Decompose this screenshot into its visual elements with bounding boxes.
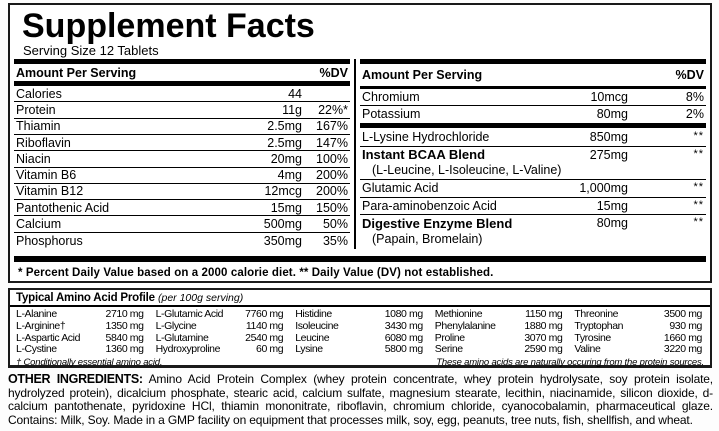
nutrient-amount: 275mg: [589, 147, 628, 162]
nutrient-group: [360, 198, 706, 216]
nutrient-name: Riboflavin: [16, 135, 71, 150]
nutrient-group: [360, 180, 706, 198]
nutrient-name: Pantothenic Acid: [16, 200, 110, 215]
amino-acid-grid: [10, 307, 710, 356]
nutrient-row: [14, 102, 350, 118]
nutrient-row: [14, 200, 350, 216]
amino-name: L-Glycine: [155, 319, 197, 332]
nutrient-amount: 11g: [282, 102, 302, 117]
right-blend-rows: [360, 129, 706, 248]
amino-item: [156, 321, 284, 333]
header-dv-label: %DV: [319, 65, 348, 80]
amino-name: L-Aspartic Acid: [16, 331, 81, 344]
nutrient-amount: 1,000mg: [579, 181, 628, 196]
nutrient-name: Vitamin B12: [16, 184, 84, 199]
nutrient-columns: [14, 59, 706, 249]
nutrient-dv: 8%: [685, 89, 704, 104]
right-mineral-rows: [360, 89, 706, 122]
nutrient-amount: 2.5mg: [267, 119, 302, 134]
amino-name: L-Glutamic Acid: [155, 308, 224, 320]
daily-value-footnote: * Percent Daily Value based on a 2000 calorie diet. ** Daily Value (DV) not established.: [18, 267, 494, 279]
nutrient-sub-ingredients: (Papain, Bromelain): [372, 231, 483, 246]
amino-value: 1350 mg: [105, 319, 144, 332]
amino-value: 1880 mg: [524, 319, 563, 332]
nutrient-row: [14, 135, 350, 151]
nutrient-name: Chromium: [362, 89, 420, 104]
amino-name: Methionine: [434, 308, 483, 320]
amino-value: 1150 mg: [525, 308, 563, 320]
nutrient-sub-ingredients: (L-Leucine, L-Isoleucine, L-Valine): [372, 163, 562, 177]
amino-name: L-Cystine: [16, 343, 57, 356]
amino-value: 930 mg: [669, 319, 702, 332]
amino-value: 1660 mg: [663, 331, 702, 344]
nutrient-dv: 167%: [316, 119, 348, 134]
nutrient-amount: 10mcg: [590, 89, 628, 104]
nutrient-name: Digestive Enzyme Blend: [362, 215, 513, 231]
amino-value: 5800 mg: [384, 343, 423, 356]
other-ingredients: [8, 373, 713, 427]
nutrient-name: Calcium: [16, 217, 62, 232]
nutrient-amount: 15mg: [596, 198, 628, 213]
amino-item: [435, 344, 563, 356]
amino-name: Tyrosine: [574, 331, 611, 344]
nutrient-dv: 100%: [316, 151, 348, 166]
nutrient-name: Glutamic Acid: [362, 181, 439, 196]
panel-title: Supplement Facts: [22, 7, 315, 45]
nutrient-row: [360, 89, 706, 106]
nutrient-amount: 2.5mg: [267, 135, 302, 150]
amino-value: 60 mg: [256, 343, 284, 356]
amino-value: 2590 mg: [524, 343, 563, 356]
amino-name: Leucine: [295, 331, 330, 344]
nutrient-row: [14, 86, 350, 102]
nutrient-amount: 4mg: [277, 168, 302, 183]
amino-value: 7760 mg: [245, 308, 284, 320]
nutrient-column-right: [360, 59, 706, 249]
amino-name: Phenylalanine: [434, 319, 496, 332]
amino-value: 2710 mg: [105, 308, 144, 320]
nutrient-dv: **: [693, 147, 704, 160]
nutrient-dv: 22%*: [318, 102, 348, 117]
nutrient-row: [14, 119, 350, 135]
nutrient-row: [360, 129, 706, 146]
amino-name: L-Alanine: [16, 308, 57, 320]
amino-acid-profile-box: [8, 288, 712, 368]
nutrient-row: [14, 233, 350, 249]
supplement-facts-panel: [8, 3, 712, 283]
amino-value: 3500 mg: [663, 308, 702, 320]
amino-value: 3220 mg: [663, 343, 702, 356]
nutrient-dv: 147%: [316, 135, 348, 150]
amino-name: Lysine: [295, 343, 323, 356]
nutrient-name: L-Lysine Hydrochloride: [362, 130, 490, 145]
nutrient-name: Para-aminobenzoic Acid: [362, 198, 497, 213]
panel-footnote-area: [14, 256, 706, 279]
nutrient-dv: 200%: [316, 168, 348, 183]
amino-value: 2540 mg: [245, 331, 284, 344]
nutrient-name: Protein: [16, 102, 56, 117]
nutrient-name: Potassium: [362, 106, 421, 121]
nutrient-name: Instant BCAA Blend: [362, 147, 486, 163]
nutrient-amount: 850mg: [589, 130, 628, 145]
amino-footnote-essential: † Conditionally essential amino acid.: [16, 357, 163, 369]
amino-name: Histidine: [295, 308, 332, 320]
amino-footnotes: [10, 356, 710, 368]
nutrient-amount: 80mg: [596, 106, 628, 121]
header-amount-label: Amount Per Serving: [16, 65, 137, 80]
amino-name: Threonine: [574, 308, 619, 320]
nutrient-group: [360, 215, 706, 248]
column-header: [14, 64, 350, 81]
amino-footnote-sources: These amino acids are naturally occuring from the protein sources.: [436, 357, 704, 369]
nutrient-amount: 80mg: [596, 216, 628, 231]
amino-item: [16, 321, 144, 333]
nutrient-amount: 350mg: [263, 233, 302, 248]
amino-value: 1140 mg: [245, 319, 284, 332]
nutrient-group: [360, 129, 706, 147]
nutrient-name: Thiamin: [16, 119, 61, 134]
nutrient-row: [360, 215, 706, 232]
amino-name: Proline: [434, 331, 465, 344]
nutrient-dv: 200%: [316, 184, 348, 199]
nutrient-dv: 35%: [322, 233, 348, 248]
nutrient-amount: 12mcg: [264, 184, 302, 199]
nutrient-row: [14, 216, 350, 232]
column-header: [360, 64, 706, 86]
nutrient-name: Niacin: [16, 151, 51, 166]
amino-item: [574, 344, 702, 356]
serving-size: Serving Size 12 Tablets: [23, 43, 159, 58]
nutrient-row: [14, 168, 350, 184]
amino-name: Valine: [574, 343, 601, 356]
amino-value: 3070 mg: [524, 331, 563, 344]
nutrient-dv: **: [693, 181, 704, 193]
nutrient-row: [14, 184, 350, 200]
divider-bar: [360, 123, 706, 128]
nutrient-amount: 15mg: [270, 200, 302, 215]
nutrient-row: [360, 106, 706, 123]
nutrient-name: Vitamin B6: [16, 168, 77, 183]
nutrient-row: [14, 151, 350, 167]
amino-name: Hydroxyproline: [155, 343, 221, 356]
nutrient-dv: **: [693, 216, 704, 228]
amino-item: [295, 344, 423, 356]
amino-value: 3430 mg: [384, 319, 423, 332]
nutrient-row: [360, 180, 706, 197]
nutrient-dv: 150%: [316, 200, 348, 215]
nutrient-row: [360, 147, 706, 164]
nutrient-amount: 20mg: [270, 151, 302, 166]
amino-item: [16, 344, 144, 356]
amino-profile-serving-note: (per 100g serving): [158, 292, 244, 304]
amino-value: 1080 mg: [384, 308, 423, 320]
amino-item: [574, 321, 702, 333]
nutrient-row: [360, 198, 706, 215]
amino-item: [435, 321, 563, 333]
amino-value: 1360 mg: [105, 343, 144, 356]
nutrient-amount: 500mg: [263, 217, 302, 232]
nutrient-amount: 44: [288, 86, 302, 101]
amino-name: L-Glutamine: [155, 331, 209, 344]
nutrient-name: Phosphorus: [16, 233, 83, 248]
amino-value: 5840 mg: [105, 331, 144, 344]
other-ingredients-text: Amino Acid Protein Complex (whey protein concentrate, whey protein hydrolysate, soy protein isolate, hydrolyzed protein), dicalcium phosphate, stearic acid, calcium sulfate, magnesium stearate, lecithin, niacinamide, silicon dioxide, d-calcium pantothenate, pyridoxine HCl, thiamin mononitrate, riboflavin, chromium chloride, cyanocobalamin, pharmaceutical glaze. Contains: Milk, Soy. Made in a GMP facility on equipment that processes milk, soy, egg, peanuts, tree nuts, fish, shellfish, and wheat.: [8, 372, 713, 427]
nutrient-dv: **: [693, 198, 704, 211]
amino-profile-header: [10, 290, 710, 307]
amino-name: Tryptophan: [574, 319, 624, 332]
amino-name: L-Arginine†: [16, 319, 66, 332]
amino-name: Isoleucine: [295, 319, 339, 332]
other-ingredients-label: OTHER INGREDIENTS:: [8, 372, 143, 386]
amino-item: [295, 321, 423, 333]
column-divider: [354, 59, 356, 249]
header-dv-label: %DV: [675, 68, 704, 82]
nutrient-column-left: [14, 59, 350, 249]
amino-profile-title: Typical Amino Acid Profile: [16, 292, 155, 304]
nutrient-dv: **: [693, 130, 704, 142]
left-nutrient-rows: [14, 86, 350, 249]
nutrient-group: [360, 147, 706, 181]
nutrient-dv: 50%: [322, 217, 348, 232]
header-amount-label: Amount Per Serving: [362, 68, 483, 82]
amino-name: Serine: [434, 343, 463, 356]
amino-value: 6080 mg: [384, 331, 423, 344]
amino-item: [156, 344, 284, 356]
nutrient-dv: 2%: [685, 106, 704, 121]
nutrient-name: Calories: [16, 86, 62, 101]
